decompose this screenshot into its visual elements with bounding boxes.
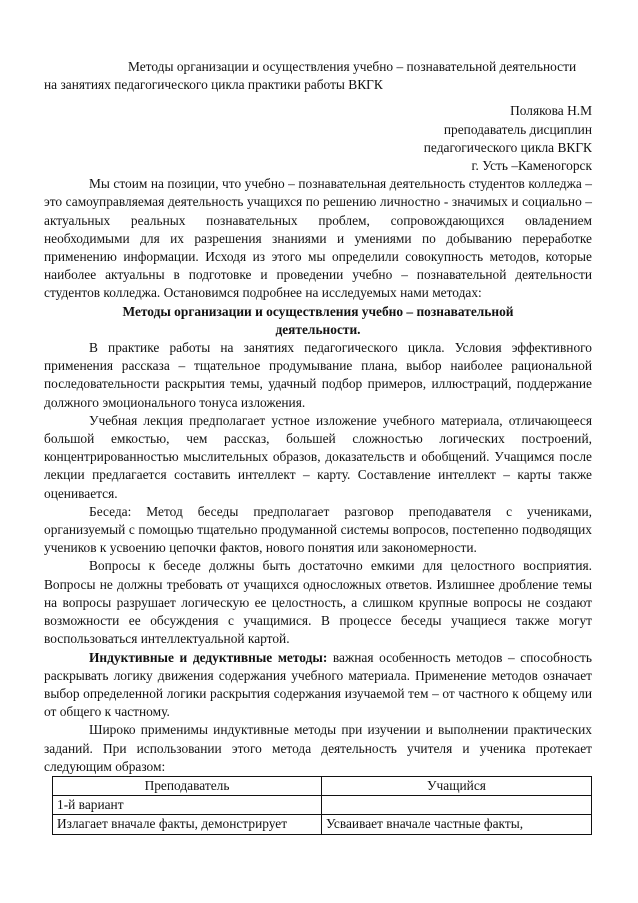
- author-block: [44, 102, 592, 175]
- methods-table: [52, 776, 592, 835]
- lecture-paragraph: Учебная лекция предполагает устное изложение учебного материала, отличающееся большой емкостью, чем рассказ, большей сложностью логических построений, концентрированностью мыслительных образов, доказательств и обобщений. Учащимся после лекции предлагается составить интеллект – карту. Составление интеллект – карты также оценивается.: [44, 412, 592, 501]
- author-position-line1: преподаватель дисциплин: [443, 121, 592, 137]
- conversation-paragraph: Беседа: Метод беседы предполагает разговор преподавателя с учениками, организуемый с помощью тщательно продуманной системы вопросов, постепенно подводящих учеников к усвоению цепочки фактов, нового понятия или закономерности.: [44, 503, 592, 556]
- inductive-text: важная особенность методов – способность раскрывать логику движения содержания учебного материала. Применение методов означает выбор определенной логики раскрытия содержания изучаемой тем – от частного к общему или от общего к частному.: [44, 649, 592, 720]
- document-title: Методы организации и осуществления учебно – познавательной деятельности на занятиях педагогического цикла практики работы ВКГК: [44, 59, 577, 93]
- table-row: [53, 815, 592, 834]
- section-heading: Методы организации и осуществления учебно – познавательной деятельности.: [122, 303, 514, 337]
- story-paragraph: В практике работы на занятиях педагогического цикла. Условия эффективного применения рассказа – тщательное продумывание плана, выбор наиболее рациональной последовательности раскрытия темы, удачный подбор примеров, иллюстраций, поддержание должного эмоционального тонуса изложения.: [44, 340, 592, 410]
- author-position-line2: педагогического цикла ВКГК: [423, 139, 592, 155]
- inductive-paragraph: [44, 649, 592, 722]
- table-header-row: [53, 776, 592, 795]
- table-row: [53, 796, 592, 815]
- table-empty-cell: [322, 796, 592, 815]
- widely-paragraph: Широко применимы индуктивные методы при изучении и выполнении практических заданий. При использовании этого метода деятельность учителя и ученика протекает следующим образом:: [44, 722, 592, 774]
- table-student-cell: Усваивает вначале частные факты,: [322, 815, 592, 834]
- inductive-term: Индуктивные и дедуктивные методы:: [89, 649, 328, 665]
- table-variant-cell: 1-й вариант: [53, 796, 322, 815]
- author-city: г. Усть –Каменогорск: [471, 158, 592, 174]
- table-header-teacher: Преподаватель: [53, 776, 322, 795]
- intro-paragraph: Мы стоим на позиции, что учебно – познавательная деятельность студентов колледжа – это самоуправляемая деятельность учащихся по решению личностно - значимых и социально – актуальных реальных познавательных проблем, сопровождающихся овладением необходимыми для их разрешения знаниями и умениями по добыванию переработке применению информации. Исходя из этого мы определили совокупность методов, которые наиболее актуальны в подготовке и проведении учебно – познавательной деятельности студентов колледжа. Остановимся подробнее на исследуемых нами методах:: [44, 176, 592, 301]
- table-header-student: Учащийся: [322, 776, 592, 795]
- author-name: Полякова Н.М: [510, 103, 592, 119]
- document-page: [44, 58, 592, 835]
- questions-paragraph: Вопросы к беседе должны быть достаточно емкими для целостного восприятия. Вопросы не должны требовать от учащихся односложных ответов. Излишнее дробление темы на вопросы разрушает логическую ее целостность, а слишком крупные вопросы не создают возможности ее обсуждения с учащимися. В процессе беседы учащиеся также могут воспользоваться интеллектуальной картой.: [44, 558, 592, 647]
- table-teacher-cell: Излагает вначале факты, демонстрирует: [53, 815, 322, 834]
